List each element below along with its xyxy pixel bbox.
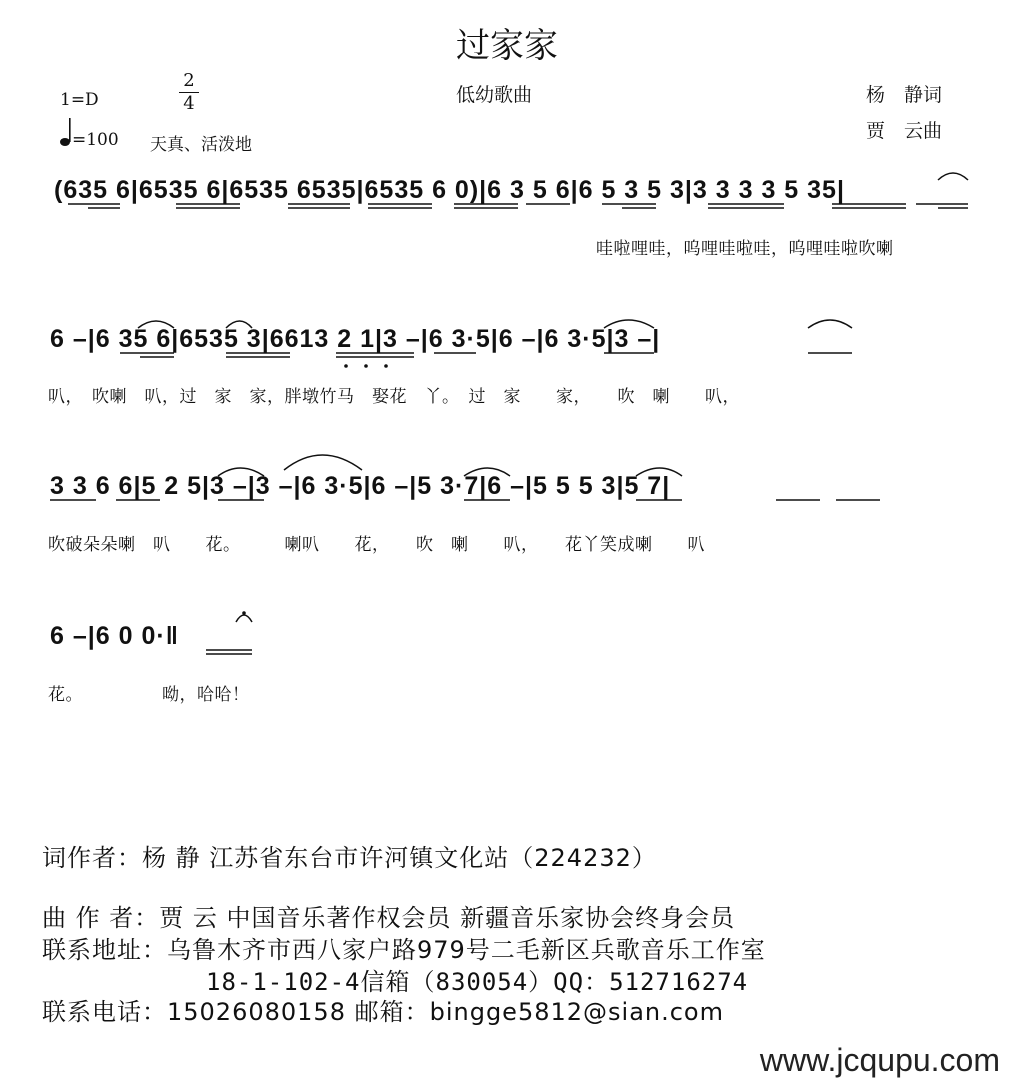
notation-line-4: 6 –|6 0 0·‖: [50, 622, 180, 650]
composer-credit: 贾 云曲: [866, 120, 943, 142]
watermark: www.jcqupu.com: [759, 1042, 1000, 1078]
time-signature-bottom: 4: [183, 93, 195, 114]
notation-line-3: 3 3 6 6|5 2 5|3 –|3 –|6 3·5|6 –|5 3·7|6 –|5 5 5 3|5 7|: [50, 472, 671, 500]
notation-line-2: 6 –|6 35 6|6535 3|6613 2 1|3 –|6 3·5|6 –|6 3·5|3 –|: [50, 325, 661, 353]
notation-line-1: (635 6|6535 6|6535 6535|6535 6 0)|6 3 5 6|6 5 3 5 3|3 3 3 3 5 35|: [54, 176, 845, 204]
lyric-line-1: 哇啦哩哇，呜哩哇啦哇，呜哩哇啦吹喇: [596, 239, 894, 259]
lyricist-info: 词作者：杨 静 江苏省东台市许河镇文化站（224232）: [42, 844, 657, 872]
address-info-2: 18-1-102-4信箱（830054）QQ：512716274: [206, 968, 749, 996]
lyric-line-3: 吹破朵朵喇 叭 花。 喇叭 花， 吹 喇 叭， 花丫笑成喇 叭: [48, 535, 705, 555]
tempo-mark: =100: [72, 130, 119, 150]
time-signature-top: 2: [183, 70, 195, 91]
subtitle: 低幼歌曲: [456, 84, 533, 106]
lyric-line-4: 花。 呦，哈哈！: [48, 685, 250, 705]
key-signature: 1=D: [60, 90, 99, 110]
expression-mark: 天真、活泼地: [150, 135, 252, 155]
lyric-line-2: 叭， 吹喇 叭，过 家 家，胖墩竹马 娶花 丫。 过 家 家， 吹 喇 叭，: [48, 387, 740, 407]
composer-info: 曲 作 者：贾 云 中国音乐著作权会员 新疆音乐家协会终身会员: [42, 904, 736, 932]
lyricist-credit: 杨 静词: [866, 84, 943, 106]
address-info: 联系地址：乌鲁木齐市西八家户路979号二毛新区兵歌音乐工作室: [42, 936, 766, 964]
page-title: 过家家: [456, 26, 558, 66]
contact-info: 联系电话：15026080158 邮箱：bingge5812@sian.com: [42, 998, 724, 1026]
